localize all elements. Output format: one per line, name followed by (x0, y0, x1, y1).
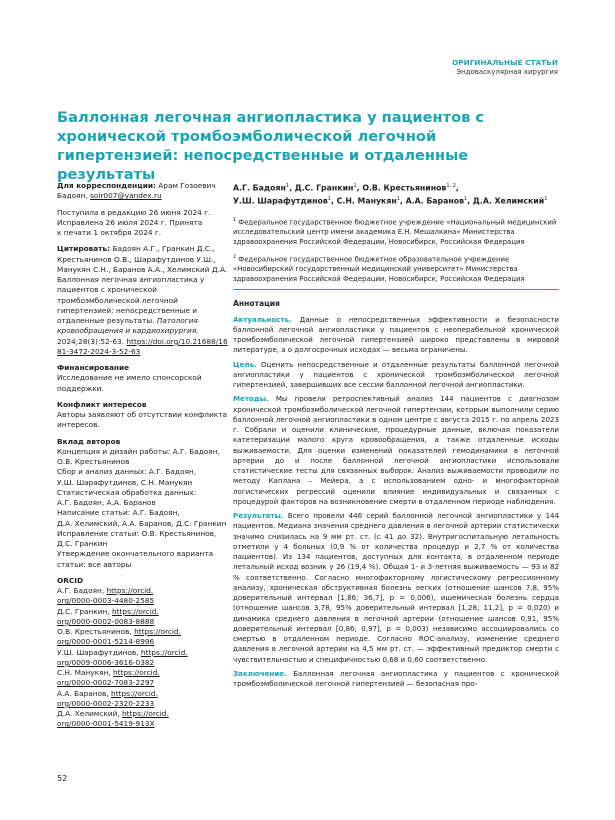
funding-label: Финансирование (57, 363, 130, 372)
abstract (233, 299, 559, 689)
abstract-section (233, 511, 559, 665)
affiliation-number: 1 (233, 217, 237, 223)
cite-label: Цитировать: (57, 244, 111, 254)
contrib-line: Сбор и анализ данных: А.Г. Бадоян, (57, 467, 197, 477)
correspondence-text: Арам Гозоевич Бадоян, (57, 181, 216, 201)
orcid-link[interactable]: https://orcid. (134, 627, 181, 636)
contrib-line: Утверждение окончательного варианта (57, 549, 214, 559)
citation (57, 244, 231, 357)
correspondence (57, 181, 231, 202)
abstract-sections (233, 315, 559, 690)
author-separator: , (399, 196, 406, 206)
orcid-link[interactable]: https://orcid. (112, 606, 159, 616)
abstract-section (233, 360, 559, 391)
contrib-label: Вклад авторов (57, 436, 121, 446)
author-name: А.А. Баранов (405, 196, 465, 206)
orcid-link[interactable]: https://orcid. (106, 586, 154, 595)
orcid-author: О.В. Крестьянинов, (57, 627, 135, 636)
orcid-entry (57, 607, 231, 628)
contrib-line: статьи: все авторы (57, 559, 132, 569)
orcid-link[interactable]: https://orcid. (111, 688, 158, 698)
abstract-section-label: Актуальность. (233, 314, 292, 324)
date-accepted: к печати 1 октября 2024 г. (57, 228, 162, 237)
author-name: О.В. Крестьянинов (362, 183, 447, 193)
contrib-line: А.Г. Бадоян, А.А. Баранов (57, 498, 156, 507)
cite-issue: 2024;28(3):52-63. (57, 336, 125, 346)
page-number: 52 (57, 774, 68, 783)
section-subcategory: Эндоваскулярная хирургия (456, 68, 558, 76)
cite-journal: Патология кровообращения и кардиохирургия. (57, 316, 199, 336)
orcid-link[interactable]: https://orcid. (112, 668, 160, 677)
date-revised: Исправлена 26 июля 2024 г. Принята (57, 217, 203, 227)
affiliation (233, 253, 559, 285)
orcid-author: С.Н. Манукян, (57, 668, 113, 677)
orcid-link[interactable]: https://orcid. (140, 647, 188, 657)
correspondence-email-link[interactable]: soir007@yandex.ru (90, 191, 162, 201)
contrib-line: Д.С. Гранкин (57, 539, 108, 548)
orcid-link-id[interactable]: org/0000-0002-0083-8888 (57, 616, 155, 626)
article-title: Баллонная легочная ангиопластика у пациентов с хронической тромбоэмболической легочной гипертензией: непосредственные и отдаленные результаты (57, 109, 485, 183)
abstract-section-text: Мы провели ретроспективный анализ 144 пациентов с диагнозом хронической тромбоэмболической легочной гипертензии, которым выполнили серию баллонной легочной ангиопластики в одном центре с августа 2015 г. по апрель 2023 г. Собрали и оценили клинические, процедурные данные, включая показатели катетеризации малого круга кровообращения, а также отдаленные исходы выживаемости. Для оценки изменений показателей гемодинамики в легочной артерии до и после баллонной легочной ангиопластики использовали статистические тесты для связанных выборок. Анализ выживаемости проводили по методу Каплана – Мейера, а с использованием одно- и многофакторной логистических регрессий оценили влияние индивидуальных и связанных с процедурой факторов на возникновение смерти в отдаленном периоде наблюдения. (233, 394, 559, 506)
orcid-author: Д.С. Гранкин, (57, 606, 112, 616)
abstract-section-label: Методы. (233, 394, 269, 404)
orcid-entry (57, 668, 231, 689)
abstract-section-label: Заключение. (233, 668, 287, 678)
affiliations (233, 216, 559, 285)
cite-doi-link[interactable]: https://doi.org/10.21688/1681-3472-2024-3-52-63 (57, 336, 228, 356)
author-separator: , (467, 196, 473, 206)
abstract-section-text: Всего провели 446 серий баллонной легочной ангиопластики у 144 пациентов. Медиана значения среднего давления в легочной артерии статистически значимо снизилась на 9 мм рт. ст. (с 41 до 32). Внутригоспитальную летальность отметили у 4 больных (0,9 % от количества процедур и 2,7 % от количества пациентов). Из 134 пациентов, доступных для контакта, в отдаленном периоде летальный исход возник у 26 (19,4 %). Общая 1- и 3-летняя выживаемость — 93 и 82 % соответственно. Согласно многофакторному логистическому регрессионному анализу, хроническая обструктивная болезнь легких (отношение шансов 7,8, 95% доверительный интервал [1,86; 36,7], p = 0,006), ишемическая болезнь сердца (отношение шансов 3,78, 95% доверительный интервал [1,28; 11,2], p = 0,020) и динамика среднего давления в легочной артерии (отношение шансов 0,91, 95% доверительный интервал [0,86; 0,97], p = 0,003) независимо ассоциировались со смертью в отдаленном периоде. Согласно ROC-анализу, изменение среднего давления в легочной артерии на 4,5 мм рт. ст. — эффективный предиктор смерти с чувствительностью и специфичностью 0,68 и 0,60 соответственно. (233, 511, 559, 664)
orcid-author: У.Ш. Шарафутдинов, (57, 647, 141, 657)
contrib-line: Написание статьи: А.Г. Бадоян, (57, 508, 180, 518)
correspondence-label: Для корреспонденции: (57, 181, 156, 190)
abstract-section-text: Данные о непосредственных эффективности и безопасности баллонной легочной ангиопластики у пациентов с неоперабельной хронической тромбоэмболической легочной гипертензией широко представлены в мировой литературе, а о долгосрочных исходах — весьма ограничены. (233, 314, 559, 355)
date-received: Поступила в редакцию 26 июня 2024 г. (57, 207, 211, 217)
abstract-section-label: Цель. (233, 359, 257, 369)
author-affil-mark: 1 (464, 195, 468, 202)
divider (233, 289, 559, 290)
contrib-list (57, 447, 231, 570)
contrib-line: О.В. Крестьянинов (57, 457, 130, 466)
affiliation-number: 2 (233, 254, 237, 260)
author-line-2 (233, 194, 559, 207)
orcid-link-id[interactable]: org/0000-0001-5419-913X (57, 719, 155, 729)
author-name: С.Н. Манукян (336, 196, 397, 206)
author-name: Д.А. Хелимский (472, 196, 545, 206)
abstract-section (233, 394, 559, 507)
contrib-line: Концепция и дизайн работы: А.Г. Бадоян, (57, 446, 220, 456)
affiliation-text: Федеральное государственное бюджетное учреждение «Национальный медицинский исследовательский центр имени академика Е.Н. Мешалкина» Министерства здравоохранения Российской Федерации, Новосибирск, Российская Федерация (233, 217, 557, 247)
contrib-line: Статистическая обработка данных: (57, 487, 197, 497)
orcid-link[interactable]: https://orcid. (122, 709, 169, 718)
author-name: Д.С. Гранкин (294, 183, 354, 193)
author-separator: , (330, 196, 337, 206)
contrib-line: Исправление статьи: О.В. Крестьянинов, (57, 528, 217, 538)
conflict-label: Конфликт интересов (57, 399, 147, 409)
abstract-section-text: Баллонная легочная ангиопластика у пациентов с хронической тромбоэмболической легочной гипертензией — безопасная про- (233, 668, 559, 689)
author-affil-mark: 1 (544, 195, 548, 202)
author-affil-mark: 1, 2 (446, 183, 456, 189)
author-separator: , (455, 183, 459, 193)
orcid-link-id[interactable]: org/0000-0002-2320-2233 (57, 698, 155, 708)
section-category: ОРИГИНАЛЬНЫЕ СТАТЬИ (452, 58, 558, 67)
section-tag (452, 58, 558, 76)
author-name: А.Г. Бадоян (233, 183, 286, 193)
sidebar (57, 181, 231, 730)
author-separator: , (356, 183, 363, 193)
orcid-entry (57, 709, 231, 730)
orcid-link-id[interactable]: org/0000-0001-5214-8996 (57, 637, 155, 647)
author-affil-mark: 1 (353, 183, 357, 189)
author-affil-mark: 1 (396, 195, 400, 202)
contrib-line: Д.А. Хелимский, А.А. Баранов, Д.С. Гранкин (57, 518, 227, 528)
orcid-link-id[interactable]: org/0000-0003-4480-2585 (57, 596, 155, 606)
abstract-section-label: Результаты. (233, 511, 284, 521)
author-affil-mark: 1 (285, 183, 290, 189)
orcid-link-id[interactable]: org/0000-0002-7083-2297 (57, 678, 155, 688)
author-separator: , (289, 183, 295, 193)
affiliation-text: Федеральное государственное бюджетное образовательное учреждение «Новосибирский государственный медицинский университет» Министерства здравоохранения Российской Федерации, Новосибирск, Российская Федерация (233, 254, 525, 284)
orcid-entry (57, 648, 231, 669)
orcid-author: А.Г. Бадоян, (57, 586, 107, 595)
affiliation (233, 216, 559, 248)
orcid-author: А.А. Баранов, (57, 688, 112, 698)
cite-text: Бадоян А.Г., Гранкин Д.С., Крестьянинов О.В., Шарафутдинов У.Ш., Манукян С.Н., Баранов А.А., Хелимский Д.А. Баллонная легочная ангиопластика у пациентов с хронической тромбоэмболической легочной гипертензией: непосредственные и отдаленные результаты. (57, 244, 228, 325)
funding-text: Исследование не имело спонсорской поддержки. (57, 373, 202, 393)
orcid-entry (57, 586, 231, 607)
orcid-list (57, 586, 231, 730)
conflict-text: Авторы заявляют об отсутствии конфликта интересов. (57, 410, 227, 430)
orcid-entry (57, 689, 231, 710)
author-line-1 (233, 181, 559, 194)
orcid-entry (57, 627, 231, 648)
author-name: У.Ш. Шарафутдинов (233, 196, 328, 206)
orcid-label: ORCID (57, 575, 84, 585)
orcid-link-id[interactable]: org/0009-0006-3616-0382 (57, 657, 155, 667)
author-affil-mark: 1 (327, 195, 331, 202)
abstract-section (233, 669, 559, 690)
abstract-section-text: Оценить непосредственные и отдаленные результаты баллонной легочной ангиопластики у пациентов с хронической тромбоэмболической легочной гипертензией, завершивших все сессии баллонной легочной ангиопластики. (233, 359, 559, 390)
author-list (233, 181, 559, 207)
contrib-line: У.Ш. Шарафутдинов, С.Н. Манукян (57, 477, 193, 487)
abstract-heading: Аннотация (233, 299, 280, 309)
abstract-section (233, 315, 559, 356)
main-column (233, 181, 559, 693)
orcid-author: Д.А. Хелимский, (57, 709, 123, 718)
